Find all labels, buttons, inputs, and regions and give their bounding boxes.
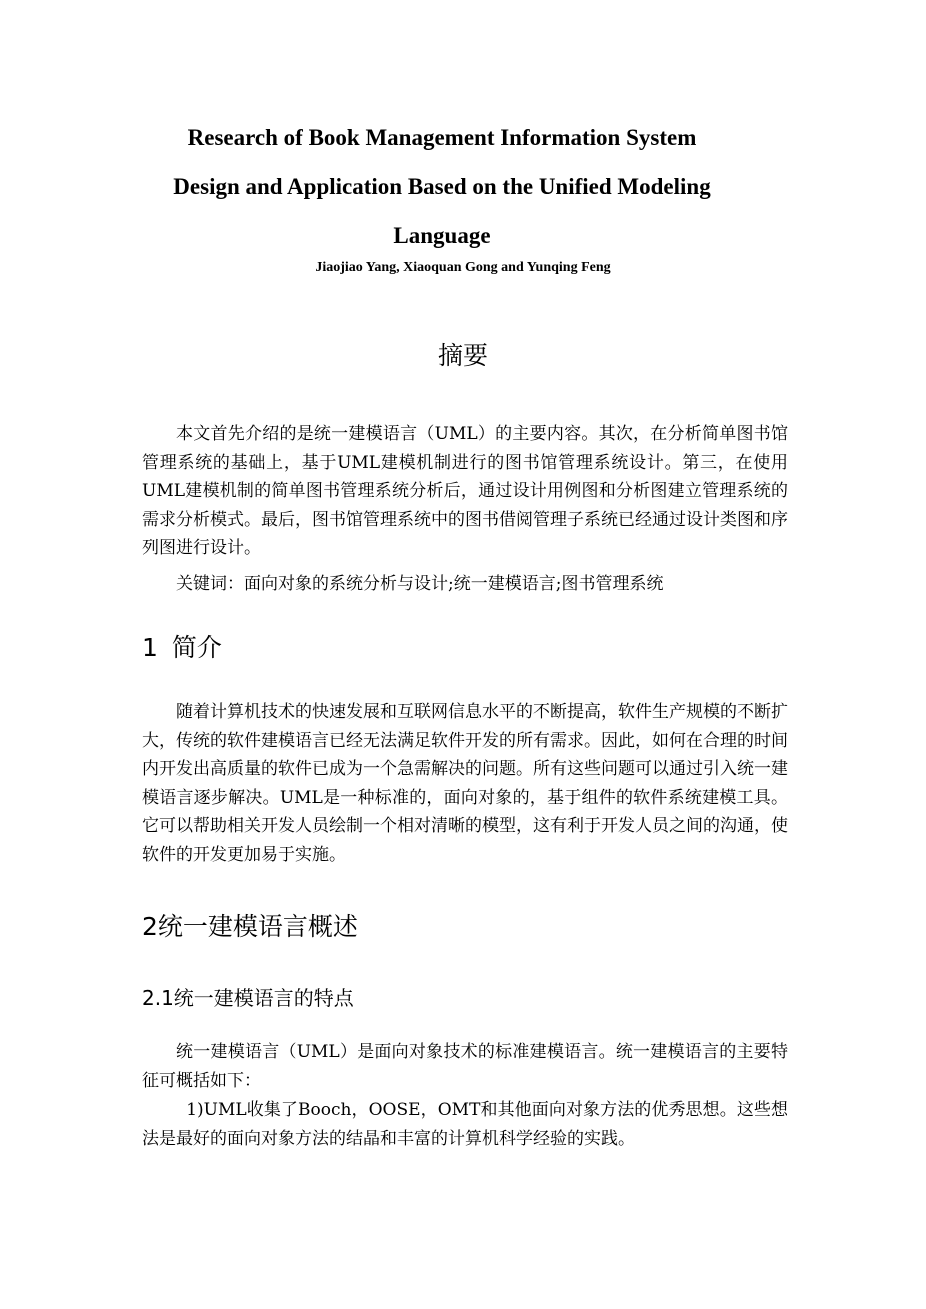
author-list: Jiaojiao Yang, Xiaoquan Gong and Yunqing Feng	[315, 260, 611, 275]
english-title-line-1: Research of Book Management Information System	[187, 125, 697, 150]
english-title-line-2: Design and Application Based on the Unified Modeling	[173, 174, 711, 199]
section-2-1-intro: 统一建模语言（UML）是面向对象技术的标准建模语言。统一建模语言的主要特征可概括如下：	[142, 1042, 788, 1091]
section-2-1-heading: 2.1统一建模语言的特点	[142, 986, 354, 1010]
section-2-heading: 2统一建模语言概述	[142, 912, 358, 941]
section-1-heading	[142, 630, 222, 666]
keywords-line: 关键词：面向对象的系统分析与设计;统一建模语言;图书管理系统	[176, 574, 664, 594]
section-1-number: 1	[142, 633, 158, 662]
section-2-1-item-1: 1)UML收集了Booch，OOSE，OMT和其他面向对象方法的优秀思想。这些想法是最好的面向对象方法的结晶和丰富的计算机科学经验的实践。	[142, 1100, 788, 1149]
section-1-title: 简介	[171, 633, 222, 662]
english-title-line-3: Language	[393, 223, 491, 248]
abstract-paragraph: 本文首先介绍的是统一建模语言（UML）的主要内容。其次，在分析简单图书馆管理系统的基础上，基于UML建模机制进行的图书馆管理系统设计。第三，在使用UML建模机制的简单图书管理系统分析后，通过设计用例图和分析图建立管理系统的需求分析模式。最后，图书馆管理系统中的图书借阅管理子系统已经通过设计类图和序列图进行设计。	[142, 424, 788, 558]
abstract-heading: 摘要	[437, 341, 488, 370]
section-1-paragraph: 随着计算机技术的快速发展和互联网信息水平的不断提高，软件生产规模的不断扩大，传统的软件建模语言已经无法满足软件开发的所有需求。因此，如何在合理的时间内开发出高质量的软件已成为一个急需解决的问题。所有这些问题可以通过引入统一建模语言逐步解决。UML是一种标准的，面向对象的，基于组件的软件系统建模工具。它可以帮助相关开发人员绘制一个相对清晰的模型，这有利于开发人员之间的沟通，使软件的开发更加易于实施。	[142, 702, 788, 865]
